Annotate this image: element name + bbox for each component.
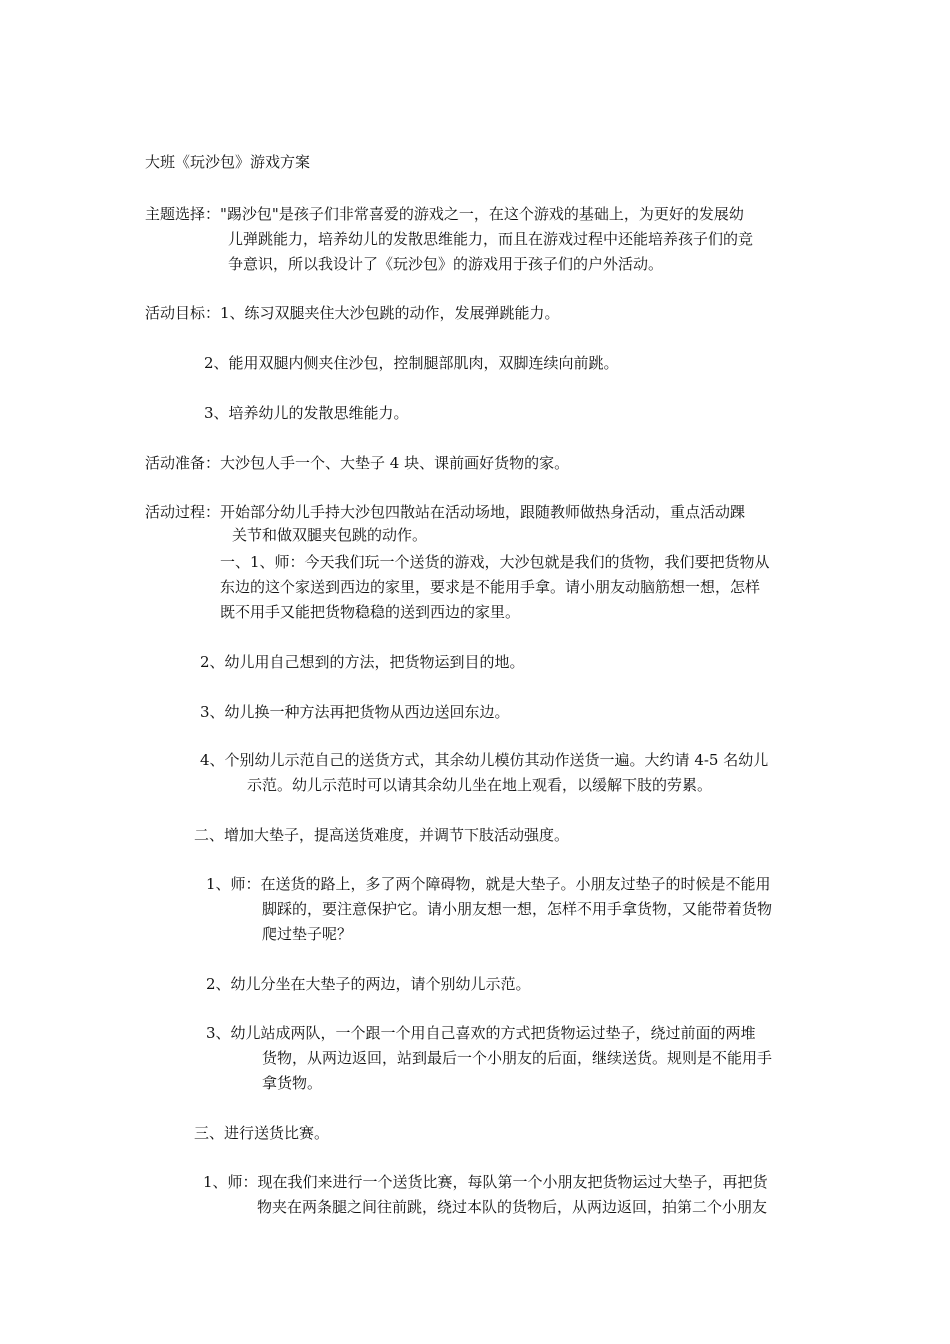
theme-section: [145, 202, 744, 227]
document-title: 大班《玩沙包》游戏方案: [145, 153, 311, 171]
prep-section: [145, 451, 569, 476]
part3-step-1-line-1: 1、师：现在我们来进行一个送货比赛，每队第一个小朋友把货物运过大垫子，再把货: [203, 1173, 768, 1191]
part1-step-2: 2、幼儿用自己想到的方法，把货物运到目的地。: [200, 653, 525, 671]
part2-heading: 二、增加大垫子，提高送货难度，并调节下肢活动强度。: [194, 826, 570, 844]
part2-step-3-line-1: 3、幼儿站成两队，一个跟一个用自己喜欢的方式把货物运过垫子，绕过前面的两堆: [206, 1024, 756, 1042]
prep-text: 大沙包人手一个、大垫子 4 块、课前画好货物的家。: [220, 454, 570, 472]
process-section: [145, 500, 745, 525]
part1-step-3: 3、幼儿换一种方法再把货物从西边送回东边。: [200, 703, 510, 721]
theme-line-1: "踢沙包"是孩子们非常喜爱的游戏之一，在这个游戏的基础上，为更好的发展幼: [220, 205, 744, 223]
part2-step-2: 2、幼儿分坐在大垫子的两边，请个别幼儿示范。: [206, 975, 531, 993]
theme-line-3: 争意识，所以我设计了《玩沙包》的游戏用于孩子们的户外活动。: [228, 255, 664, 273]
theme-label: 主题选择：: [145, 205, 221, 223]
process-line-1: 开始部分幼儿手持大沙包四散站在活动场地，跟随教师做热身活动，重点活动踝: [220, 503, 746, 521]
part1-line-3: 既不用手又能把货物稳稳的送到西边的家里。: [220, 603, 521, 621]
part2-step-1-line-3: 爬过垫子呢？: [262, 925, 353, 943]
goal-item-3: 3、培养幼儿的发散思维能力。: [204, 404, 409, 422]
part3-heading: 三、进行送货比赛。: [194, 1124, 330, 1142]
goals-label: 活动目标：: [145, 304, 221, 322]
part1-step-4-line-2: 示范。幼儿示范时可以请其余幼儿坐在地上观看，以缓解下肢的劳累。: [247, 776, 713, 794]
part2-step-1-line-1: 1、师：在送货的路上，多了两个障碍物，就是大垫子。小朋友过垫子的时候是不能用: [206, 875, 771, 893]
part2-step-1-line-2: 脚踩的，要注意保护它。请小朋友想一想，怎样不用手拿货物，又能带着货物: [262, 900, 773, 918]
process-line-2: 关节和做双腿夹包跳的动作。: [232, 526, 428, 544]
goal-item-2: 2、能用双腿内侧夹住沙包，控制腿部肌肉，双脚连续向前跳。: [204, 354, 619, 372]
part2-step-3-line-2: 货物，从两边返回，站到最后一个小朋友的后面，继续送货。规则是不能用手: [262, 1049, 773, 1067]
part1-line-1: 一、1、师：今天我们玩一个送货的游戏，大沙包就是我们的货物，我们要把货物从: [220, 553, 770, 571]
part3-step-1-line-2: 物夹在两条腿之间往前跳，绕过本队的货物后，从两边返回，拍第二个小朋友: [257, 1198, 768, 1216]
theme-line-2: 儿弹跳能力，培养幼儿的发散思维能力，而且在游戏过程中还能培养孩子们的竞: [228, 230, 754, 248]
process-label: 活动过程：: [145, 503, 221, 521]
goals-section: [145, 301, 560, 326]
goal-item-1: 1、练习双腿夹住大沙包跳的动作，发展弹跳能力。: [220, 304, 560, 322]
part2-step-3-line-3: 拿货物。: [262, 1074, 323, 1092]
part1-step-4-line-1: 4、个别幼儿示范自己的送货方式，其余幼儿模仿其动作送货一遍。大约请 4-5 名幼儿: [200, 751, 769, 769]
prep-label: 活动准备：: [145, 454, 221, 472]
part1-line-2: 东边的这个家送到西边的家里，要求是不能用手拿。请小朋友动脑筋想一想，怎样: [220, 578, 761, 596]
